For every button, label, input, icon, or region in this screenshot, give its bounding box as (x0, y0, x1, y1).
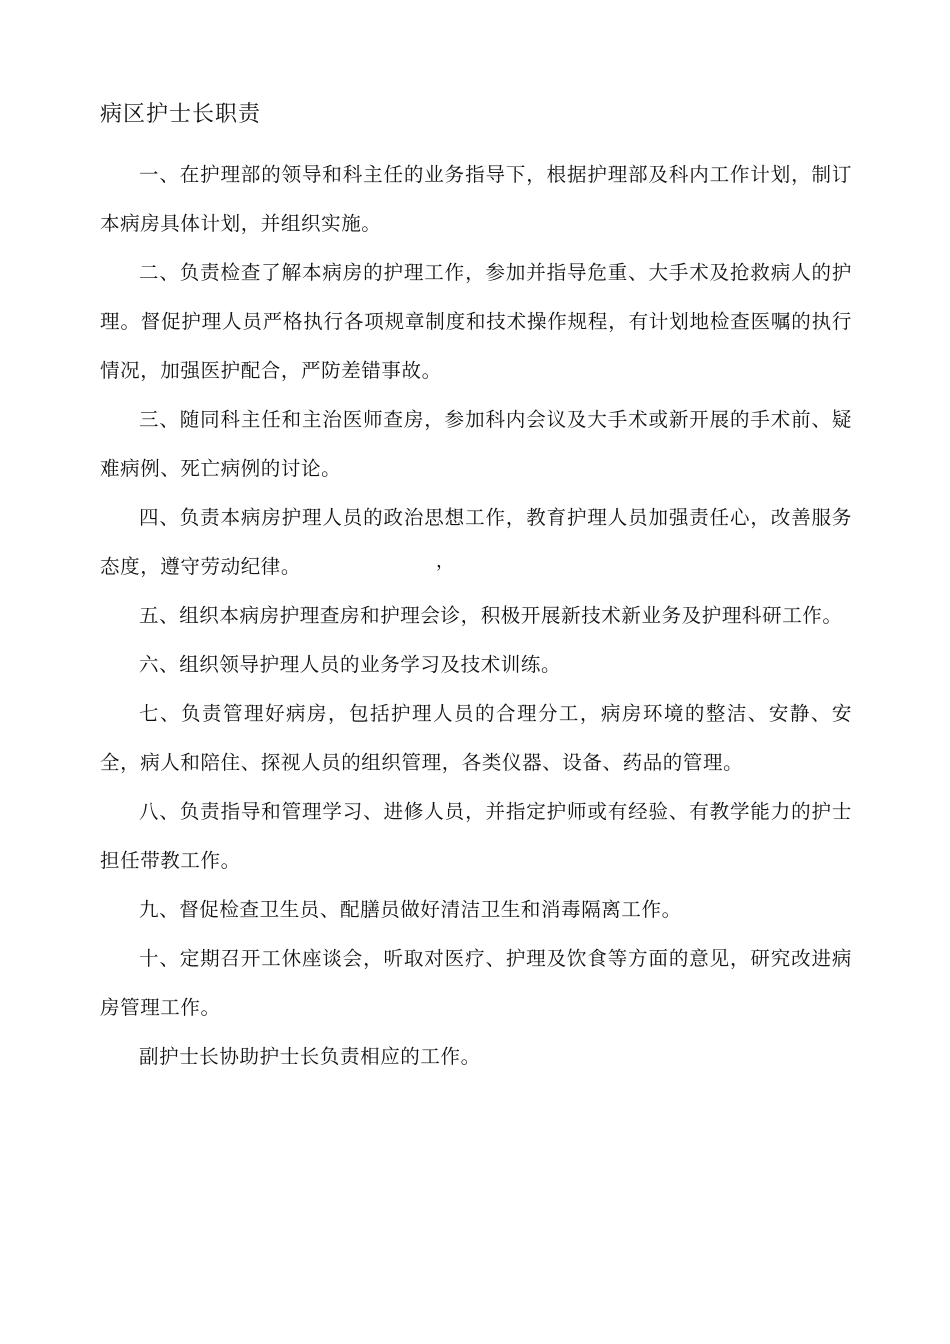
paragraph-8: 八、负责指导和管理学习、进修人员，并指定护师或有经验、有教学能力的护士担任带教工作。 (100, 800, 852, 872)
document-title: 病区护士长职责 (100, 102, 262, 127)
paragraph-9: 九、督促检查卫生员、配膳员做好清洁卫生和消毒隔离工作。 (139, 898, 682, 921)
stray-punctuation-mark: ， (436, 551, 454, 572)
paragraph-10: 十、定期召开工休座谈会，听取对医疗、护理及饮食等方面的意见，研究改进病房管理工作。 (100, 947, 852, 1019)
paragraph-2: 二、负责检查了解本病房的护理工作，参加并指导危重、大手术及抢救病人的护理。督促护理人员严格执行各项规章制度和技术操作规程，有计划地检查医嘱的执行情况，加强医护配合，严防差错事故。 (100, 261, 852, 382)
paragraph-5: 五、组织本病房护理查房和护理会诊，积极开展新技术新业务及护理科研工作。 (139, 604, 843, 627)
paragraph-1: 一、在护理部的领导和科主任的业务指导下，根据护理部及科内工作计划，制订本病房具体计划，并组织实施。 (100, 163, 852, 235)
paragraph-deputy: 副护士长协助护士长负责相应的工作。 (139, 1045, 481, 1068)
paragraph-4: 四、负责本病房护理人员的政治思想工作，教育护理人员加强责任心，改善服务态度，遵守劳动纪律。 (100, 506, 852, 578)
paragraph-6: 六、组织领导护理人员的业务学习及技术训练。 (139, 653, 562, 676)
document-body (100, 150, 852, 1081)
paragraph-7: 七、负责管理好病房，包括护理人员的合理分工，病房环境的整洁、安静、安全，病人和陪住、探视人员的组织管理，各类仪器、设备、药品的管理。 (100, 702, 852, 774)
paragraph-3: 三、随同科主任和主治医师查房，参加科内会议及大手术或新开展的手术前、疑难病例、死亡病例的讨论。 (100, 408, 852, 480)
